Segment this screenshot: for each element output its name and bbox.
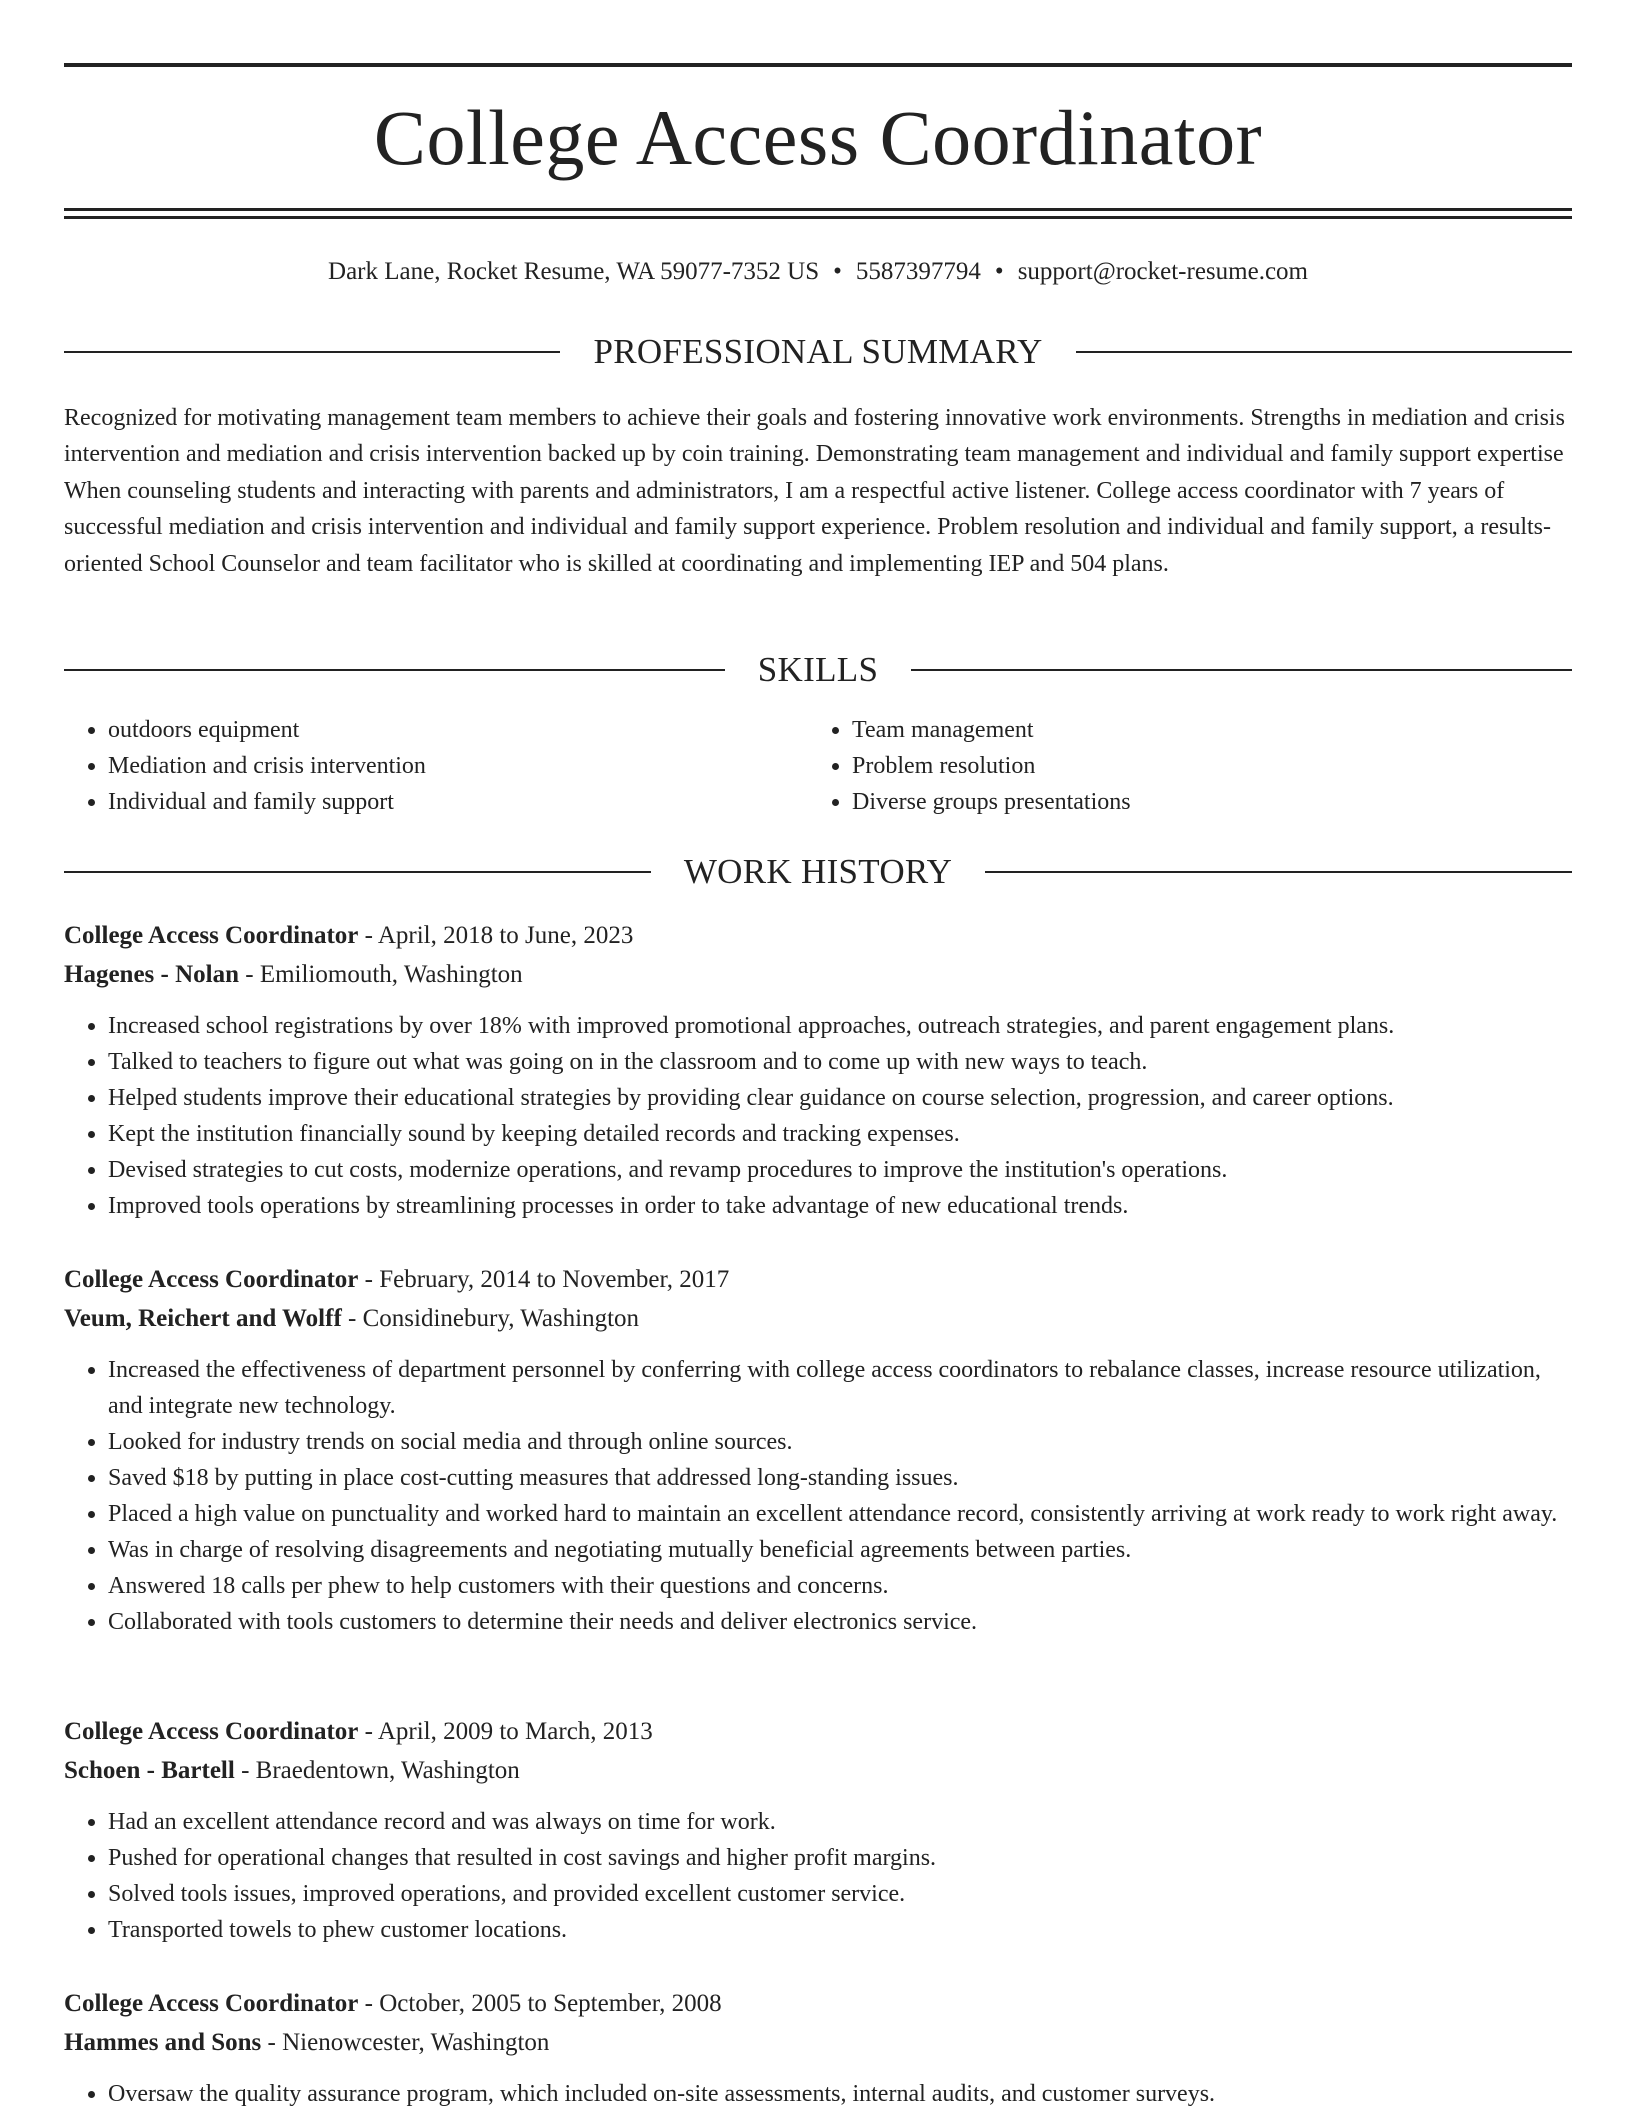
section-title: PROFESSIONAL SUMMARY <box>593 332 1043 371</box>
job-company-row <box>64 955 1572 994</box>
job-company: Hammes and Sons <box>64 2029 262 2056</box>
contact-separator: • <box>994 258 1004 285</box>
contact-email: support@rocket-resume.com <box>1017 258 1308 285</box>
job-bullet: • Saved $18 by putting in place cost-cutting measures that addressed long-standing issues. <box>108 1460 1572 1496</box>
job-bullet: • Talked to teachers to figure out what was going on in the classroom and to come up with new ways to teach. <box>108 1044 1572 1080</box>
job-bullets <box>64 1804 1572 1948</box>
heading-rule-right <box>911 669 1572 671</box>
job-dates: October, 2005 to September, 2008 <box>379 1990 722 2017</box>
job-role: College Access Coordinator <box>64 1266 359 1293</box>
job-entry <box>64 1712 1572 1948</box>
contact-separator: • <box>833 258 842 285</box>
skill-item: • Problem resolution <box>852 748 1552 784</box>
skills-column-right <box>808 712 1552 820</box>
job-title-row <box>64 1984 1572 2023</box>
contact-phone: 5587397794 <box>855 258 981 285</box>
section-heading-skills <box>64 648 1572 692</box>
section-heading-work-history <box>64 850 1572 894</box>
job-company: Schoen - Bartell <box>64 1757 235 1784</box>
skill-item: • Mediation and crisis intervention <box>108 748 808 784</box>
job-company-row <box>64 1751 1572 1790</box>
job-title-row <box>64 1712 1572 1751</box>
skills-column-left <box>64 712 808 820</box>
job-bullets <box>64 1352 1572 1640</box>
heading-rule-left <box>64 669 725 671</box>
job-title-row <box>64 1260 1572 1299</box>
job-bullet: • Was in charge of resolving disagreements and negotiating mutually beneficial agreements between parties. <box>108 1532 1572 1568</box>
header-top-rule <box>64 63 1572 67</box>
job-location: Braedentown, Washington <box>255 1757 520 1784</box>
job-bullet: • Pushed for operational changes that resulted in cost savings and higher profit margins. <box>108 1840 1572 1876</box>
section-title: SKILLS <box>757 650 879 689</box>
job-bullet: • Helped students improve their educational strategies by providing clear guidance on course selection, progression, and career options. <box>108 1080 1572 1116</box>
skill-item: • Individual and family support <box>108 784 808 820</box>
heading-rule-left <box>64 351 560 353</box>
skill-item: • Team management <box>852 712 1552 748</box>
header-double-rule-top <box>64 208 1572 211</box>
skills-list <box>64 712 1572 820</box>
job-bullet: • Increased school registrations by over 18% with improved promotional approaches, outreach strategies, and parent engagement plans. <box>108 1008 1572 1044</box>
job-dash: - <box>267 2029 276 2056</box>
job-bullet: • Placed a high value on punctuality and worked hard to maintain an excellent attendance record, consistently arriving at work ready to work right away. <box>108 1496 1572 1532</box>
job-entry <box>64 1260 1572 1640</box>
job-location: Considinebury, Washington <box>362 1305 640 1332</box>
heading-rule-right <box>985 871 1572 873</box>
section-title: WORK HISTORY <box>683 852 953 891</box>
job-entry <box>64 1984 1572 2112</box>
job-bullet: • Solved tools issues, improved operations, and provided excellent customer service. <box>108 1876 1572 1912</box>
job-location: Nienowcester, Washington <box>282 2029 550 2056</box>
job-bullet: • Transported towels to phew customer locations. <box>108 1912 1572 1948</box>
job-dash: - <box>241 1757 250 1784</box>
job-entry <box>64 916 1572 1224</box>
job-role: College Access Coordinator <box>64 1990 359 2017</box>
contact-line <box>64 254 1572 290</box>
job-bullet: • Increased the effectiveness of department personnel by conferring with college access coordinators to rebalance classes, increase resource utilization, and integrate new technology. <box>108 1352 1572 1424</box>
heading-rule-left <box>64 871 651 873</box>
resume-name: College Access Coordinator <box>373 94 1263 181</box>
job-company-row <box>64 2023 1572 2062</box>
job-bullet: • Looked for industry trends on social media and through online sources. <box>108 1424 1572 1460</box>
job-bullets <box>64 1008 1572 1224</box>
summary-text: Recognized for motivating management team members to achieve their goals and fostering innovative work environments. Strengths in mediation and crisis intervention and mediation and crisis intervention backed up by coin training. Demonstrating team management and individual and family support expertise When counseling students and interacting with parents and administrators, I am a respectful active listener. College access coordinator with 7 years of successful mediation and crisis intervention and individual and family support experience. Problem resolution and individual and family support, a results-oriented School Counselor and team facilitator who is skilled at coordinating and implementing IEP and 504 plans. <box>64 405 1565 577</box>
job-role: College Access Coordinator <box>64 1718 359 1745</box>
job-bullet: • Kept the institution financially sound by keeping detailed records and tracking expenses. <box>108 1116 1572 1152</box>
job-dash: - <box>364 1266 373 1293</box>
job-dates: April, 2009 to March, 2013 <box>377 1718 653 1745</box>
job-company: Veum, Reichert and Wolff <box>64 1305 342 1332</box>
section-heading-summary <box>64 330 1572 374</box>
job-dash: - <box>364 922 373 949</box>
job-dash: - <box>364 1718 373 1745</box>
job-bullet: • Oversaw the quality assurance program, which included on-site assessments, internal audits, and customer surveys. <box>108 2076 1572 2112</box>
job-title-row <box>64 916 1572 955</box>
job-dash: - <box>348 1305 357 1332</box>
header-double-rule-bottom <box>64 216 1572 219</box>
job-dash: - <box>245 961 254 988</box>
contact-address: Dark Lane, Rocket Resume, WA 59077-7352 US <box>328 258 820 285</box>
job-bullet: • Improved tools operations by streamlining processes in order to take advantage of new educational trends. <box>108 1188 1572 1224</box>
job-dates: February, 2014 to November, 2017 <box>379 1266 730 1293</box>
job-bullets <box>64 2076 1572 2112</box>
skill-item: • outdoors equipment <box>108 712 808 748</box>
job-location: Emiliomouth, Washington <box>259 961 523 988</box>
job-dash: - <box>364 1990 373 2017</box>
job-bullet: • Collaborated with tools customers to determine their needs and deliver electronics service. <box>108 1604 1572 1640</box>
job-company-row <box>64 1299 1572 1338</box>
job-bullet: • Answered 18 calls per phew to help customers with their questions and concerns. <box>108 1568 1572 1604</box>
job-company: Hagenes - Nolan <box>64 961 239 988</box>
heading-rule-right <box>1076 351 1572 353</box>
skill-item: • Diverse groups presentations <box>852 784 1552 820</box>
job-bullet: • Had an excellent attendance record and was always on time for work. <box>108 1804 1572 1840</box>
job-bullet: • Devised strategies to cut costs, modernize operations, and revamp procedures to improve the institution's operations. <box>108 1152 1572 1188</box>
job-dates: April, 2018 to June, 2023 <box>377 922 634 949</box>
job-role: College Access Coordinator <box>64 922 359 949</box>
